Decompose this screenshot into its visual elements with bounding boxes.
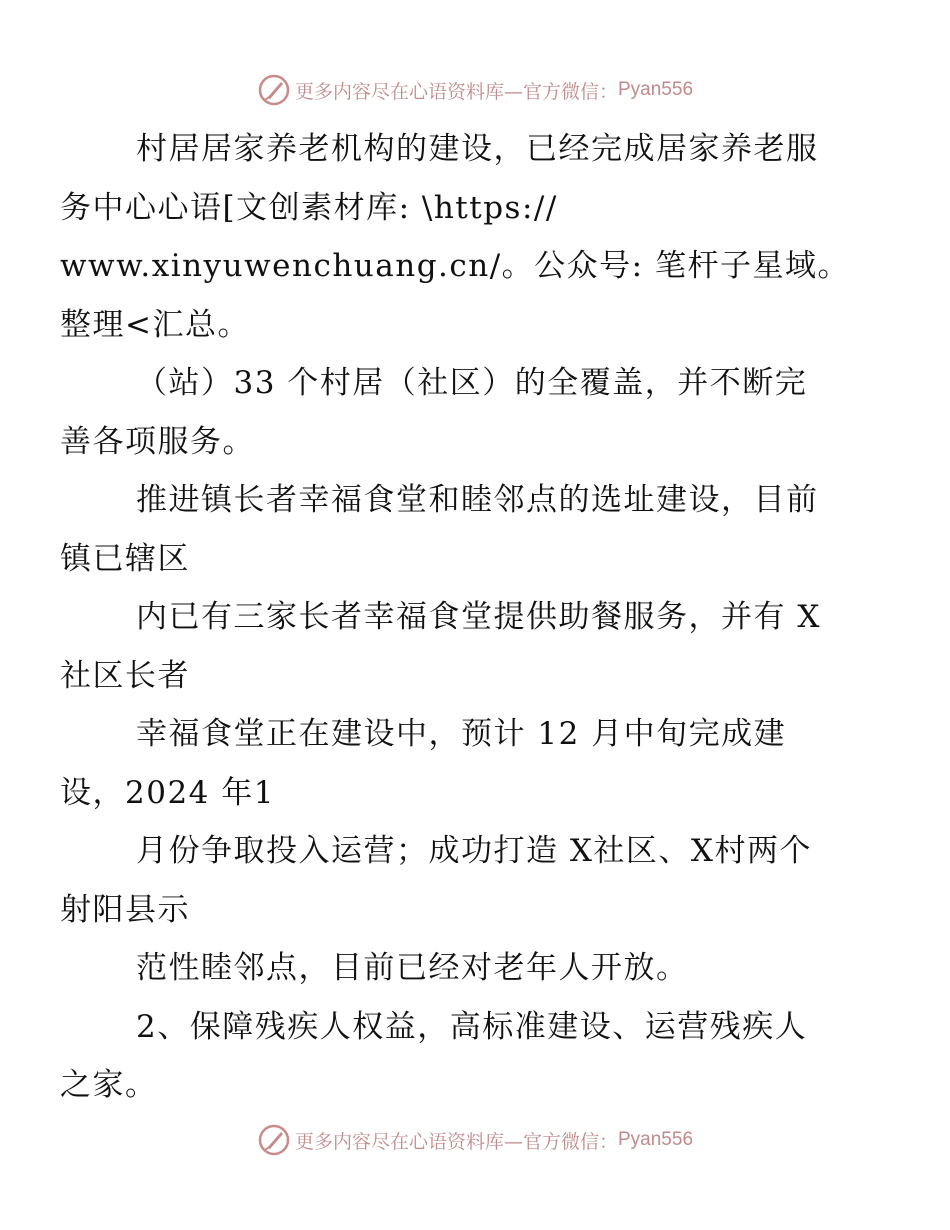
watermark-text: 更多内容尽在心语资料库—官方微信： [294,80,618,103]
paragraph-8 [60,998,858,1115]
text-line: 镇已辖区 [60,540,190,577]
text-line: 村居居家养老机构的建设，已经完成居家养老服 [136,131,819,167]
text-line: 推进镇长者幸福食堂和睦邻点的选址建设，目前 [136,482,819,518]
paragraph-4 [60,588,858,705]
text-line: www.xinyuwenchuang.cn/。公众号: 笔杆子星域。 [60,248,850,284]
text-line: 社区长者 [60,657,190,694]
text-line: 射阳县示 [60,891,190,928]
text-line: 整理<汇总。 [60,306,250,343]
text-line: 月份争取投入运营；成功打造 X社区、X村两个 [136,833,812,869]
feather-pen-logo-icon [257,73,291,107]
watermark-text: 更多内容尽在心语资料库—官方微信： [294,1130,618,1153]
document-body [60,120,858,1115]
paragraph-3 [60,471,858,588]
text-line: 务中心心语[文创素材库: \https:// [60,189,558,226]
footer-watermark [0,1120,950,1160]
paragraph-1 [60,120,858,354]
text-line: 善各项服务。 [60,423,255,460]
paragraph-5 [60,705,858,822]
watermark-wechat-id: Pyan556 [618,1129,694,1150]
text-line: 范性睦邻点，目前已经对老年人开放。 [136,950,689,986]
watermark-wechat-id: Pyan556 [618,79,694,100]
paragraph-7 [98,939,858,998]
text-line: 之家。 [60,1067,158,1103]
text-line: （站）33 个村居（社区）的全覆盖，并不断完 [136,365,808,401]
feather-pen-logo-icon [257,1123,291,1157]
text-line: 内已有三家长者幸福食堂提供助餐服务，并有 X [136,599,821,635]
text-line: 幸福食堂正在建设中，预计 12 月中旬完成建 [136,716,787,752]
text-line: 2、保障残疾人权益，高标准建设、运营残疾人 [136,1008,808,1045]
header-watermark [0,70,950,110]
text-line: 设，2024 年1 [60,774,275,811]
paragraph-6 [60,822,858,939]
paragraph-2 [60,354,858,471]
